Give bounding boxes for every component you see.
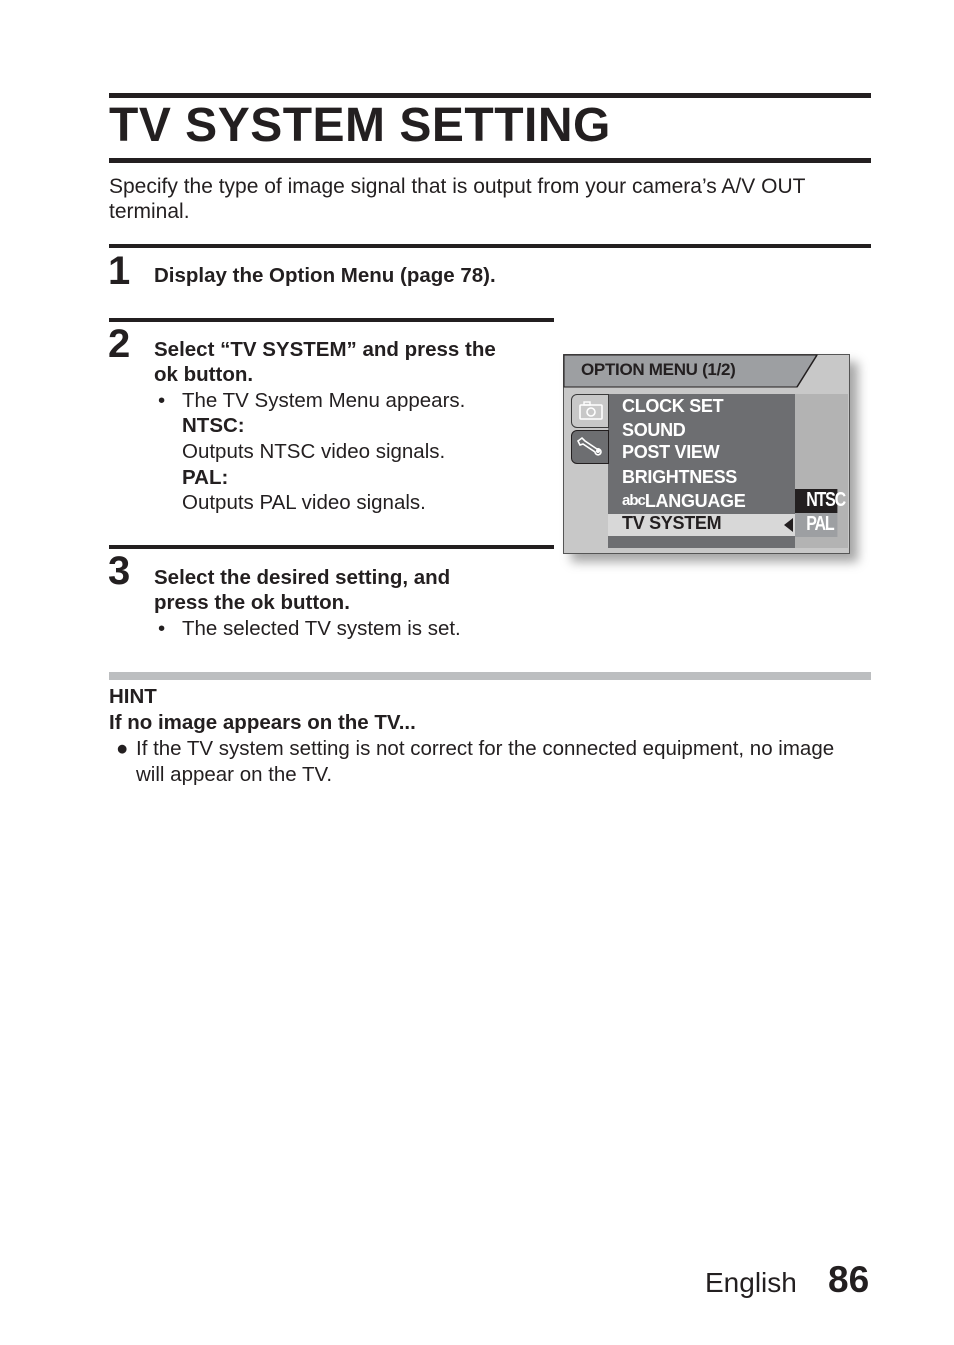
pal-label: PAL:: [182, 466, 229, 489]
step-3-bullet-marker: •: [158, 617, 166, 640]
step-3-rule: [109, 545, 554, 549]
ntsc-description: Outputs NTSC video signals.: [182, 440, 446, 463]
camera-tab: [571, 394, 609, 428]
wrench-icon: [572, 431, 608, 463]
step-3-number: 3: [108, 549, 131, 593]
selector-arrow-icon: [784, 518, 794, 532]
camera-icon: [572, 395, 608, 427]
hint-heading: If no image appears on the TV...: [109, 711, 416, 734]
step-3-heading-line2: press the ok button.: [154, 591, 350, 614]
menu-item-language: [622, 491, 745, 512]
step-3-heading-line1: Select the desired setting, and: [154, 566, 451, 589]
footer-language: English: [705, 1267, 797, 1298]
step-2-rule: [109, 318, 554, 322]
option-ntsc-label: NTSC: [806, 489, 845, 511]
option-pal-label: PAL: [806, 513, 834, 535]
step-2-bullet-marker: •: [158, 389, 166, 412]
step-3-bullet: The selected TV system is set.: [182, 617, 461, 640]
pal-description: Outputs PAL video signals.: [182, 491, 426, 514]
menu-item-brightness: BRIGHTNESS: [622, 467, 738, 487]
step-1-number: 1: [108, 249, 131, 293]
language-abc-icon: abc: [622, 492, 645, 509]
settings-tab: [571, 430, 609, 464]
option-menu-screen: [563, 354, 850, 554]
step-2-heading-line2: ok button.: [154, 363, 254, 386]
menu-item-sound: SOUND: [622, 420, 686, 440]
title-bottom-rule: [109, 158, 871, 163]
step-2-number: 2: [108, 322, 131, 366]
menu-item-tv-system: TV SYSTEM: [622, 513, 722, 533]
hint-label: HINT: [109, 685, 157, 708]
ntsc-label: NTSC:: [182, 414, 245, 437]
menu-item-post-view: POST VIEW: [622, 442, 720, 462]
screen-title: OPTION MENU (1/2): [581, 360, 736, 379]
step-2-heading-line1: Select “TV SYSTEM” and press the: [154, 338, 496, 361]
step-1-rule: [109, 244, 871, 248]
page-number: 86: [828, 1259, 870, 1300]
menu-item-clock-set: CLOCK SET: [622, 396, 724, 416]
hint-bullet: If the TV system setting is not correct for the connected equipment, no image will appear on the TV.: [136, 737, 835, 786]
menu-item-language-label: LANGUAGE: [644, 491, 746, 511]
option-pal: [795, 513, 837, 537]
step-1-heading: Display the Option Menu (page 78).: [154, 264, 496, 287]
page-title: TV SYSTEM SETTING: [109, 99, 611, 152]
hint-bullet-marker: ●: [116, 737, 129, 760]
option-ntsc: [795, 489, 845, 513]
hint-bar: [109, 672, 871, 680]
step-2-bullet: The TV System Menu appears.: [182, 389, 466, 412]
intro-text: Specify the type of image signal that is output from your camera’s A/V OUT terminal.: [109, 175, 806, 223]
